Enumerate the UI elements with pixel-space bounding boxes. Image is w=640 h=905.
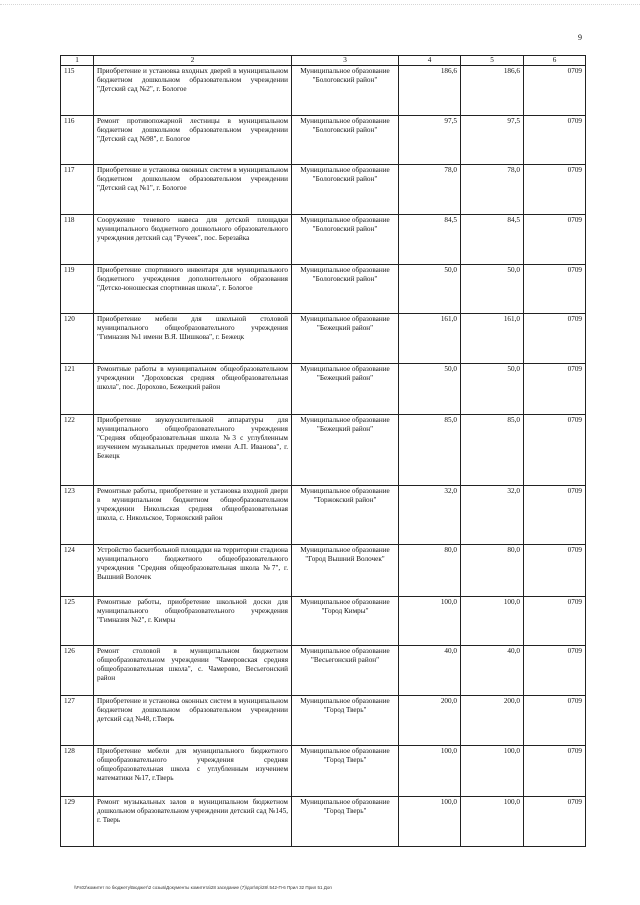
- row-amount-col5: 100,0: [461, 797, 524, 847]
- row-recipient: Муниципальное образование "Бежецкий район": [292, 415, 399, 486]
- row-description: Приобретение и установка оконных систем в муниципальном бюджетном дошкольном образовательном учреждении детский сад №48, г.Тверь: [94, 696, 292, 746]
- row-description: Приобретение звукоусилительной аппаратуры для муниципального общеобразовательного учреждения "Средняя общеобразовательная школа №3 с углубленным изучением музыкальных предметов имени А.П. Иванова", г. Бежецк: [94, 415, 292, 486]
- row-recipient: Муниципальное образование "Город Тверь": [292, 746, 399, 797]
- table-row: [61, 597, 586, 646]
- row-amount-col5: 186,6: [461, 66, 524, 116]
- row-amount-col4: 50,0: [399, 364, 461, 415]
- scan-noise-line: [0, 4, 640, 7]
- row-amount-col5: 40,0: [461, 646, 524, 696]
- row-description: Приобретение мебели для муниципального бюджетного общеобразовательного учреждения средняя общеобразовательная школа с углубленным изучением математики №17, г.Тверь: [94, 746, 292, 797]
- row-description: Ремонтные работы в муниципальном общеобразовательном учреждении "Дороховская средняя общеобразовательная школа", пос. Дорохово, Бежецкий район: [94, 364, 292, 415]
- row-budget-code: 0709: [524, 314, 586, 364]
- row-recipient: Муниципальное образование "Бологовский район": [292, 215, 399, 265]
- row-amount-col5: 161,0: [461, 314, 524, 364]
- table-row: [61, 696, 586, 746]
- row-amount-col4: 84,5: [399, 215, 461, 265]
- row-amount-col5: 80,0: [461, 545, 524, 597]
- row-budget-code: 0709: [524, 215, 586, 265]
- row-recipient: Муниципальное образование "Торжокский район": [292, 486, 399, 545]
- row-description: Устройство баскетбольной площадки на территории стадиона муниципального бюджетного общеобразовательного учреждения "Средняя общеобразовательная школа №7", г. Вышний Волочек: [94, 545, 292, 597]
- row-budget-code: 0709: [524, 797, 586, 847]
- row-number: 125: [61, 597, 94, 646]
- row-recipient: Муниципальное образование "Бологовский район": [292, 165, 399, 215]
- row-amount-col5: 200,0: [461, 696, 524, 746]
- row-recipient: Муниципальное образование "Весьегонский район": [292, 646, 399, 696]
- row-amount-col4: 97,5: [399, 116, 461, 165]
- row-amount-col4: 32,0: [399, 486, 461, 545]
- row-number: 127: [61, 696, 94, 746]
- row-budget-code: 0709: [524, 364, 586, 415]
- table-row: [61, 116, 586, 165]
- row-amount-col4: 85,0: [399, 415, 461, 486]
- row-description: Приобретение и установка оконных систем в муниципальном бюджетном дошкольном образовательном учреждении "Детский сад №1", г. Бологое: [94, 165, 292, 215]
- row-budget-code: 0709: [524, 165, 586, 215]
- row-budget-code: 0709: [524, 116, 586, 165]
- row-number: 115: [61, 66, 94, 116]
- row-number: 123: [61, 486, 94, 545]
- table-row: [61, 215, 586, 265]
- header-cell-2: 2: [94, 56, 292, 66]
- row-recipient: Муниципальное образование "Бежецкий район": [292, 314, 399, 364]
- table-row: [61, 364, 586, 415]
- row-amount-col4: 40,0: [399, 646, 461, 696]
- row-amount-col5: 32,0: [461, 486, 524, 545]
- row-amount-col4: 100,0: [399, 746, 461, 797]
- row-budget-code: 0709: [524, 486, 586, 545]
- row-amount-col5: 85,0: [461, 415, 524, 486]
- table-row: [61, 486, 586, 545]
- row-description: Ремонт противопожарной лестницы в муниципальном бюджетном дошкольном образовательном учреждении "Детский сад №98", г. Бологое: [94, 116, 292, 165]
- row-number: 121: [61, 364, 94, 415]
- row-amount-col5: 97,5: [461, 116, 524, 165]
- row-number: 126: [61, 646, 94, 696]
- row-budget-code: 0709: [524, 746, 586, 797]
- table-row: [61, 314, 586, 364]
- row-amount-col4: 50,0: [399, 265, 461, 314]
- table-row: [61, 545, 586, 597]
- row-amount-col5: 100,0: [461, 597, 524, 646]
- appropriations-table: [60, 55, 586, 847]
- header-cell-3: 3: [292, 56, 399, 66]
- table-row: [61, 797, 586, 847]
- row-number: 128: [61, 746, 94, 797]
- row-number: 124: [61, 545, 94, 597]
- row-budget-code: 0709: [524, 265, 586, 314]
- row-budget-code: 0709: [524, 597, 586, 646]
- header-cell-4: 4: [399, 56, 461, 66]
- header-cell-6: 6: [524, 56, 586, 66]
- row-recipient: Муниципальное образование "Город Вышний Волочек": [292, 545, 399, 597]
- row-amount-col5: 50,0: [461, 364, 524, 415]
- header-cell-5: 5: [461, 56, 524, 66]
- row-description: Ремонтные работы, приобретение школьной доски для муниципального общеобразовательного учреждения "Гимназия №2", г. Кимры: [94, 597, 292, 646]
- row-number: 116: [61, 116, 94, 165]
- header-row: [61, 56, 586, 66]
- row-description: Приобретение мебели для школьной столовой муниципального общеобразовательного учреждения "Гимназия №1 имени В.Я. Шишкова", г. Бежецк: [94, 314, 292, 364]
- row-amount-col4: 100,0: [399, 797, 461, 847]
- row-recipient: Муниципальное образование "Город Тверь": [292, 696, 399, 746]
- table-body: [61, 56, 586, 847]
- header-cell-1: 1: [61, 56, 94, 66]
- row-number: 129: [61, 797, 94, 847]
- row-amount-col4: 100,0: [399, 597, 461, 646]
- row-amount-col5: 84,5: [461, 215, 524, 265]
- row-recipient: Муниципальное образование "Бологовский район": [292, 116, 399, 165]
- row-amount-col4: 161,0: [399, 314, 461, 364]
- row-budget-code: 0709: [524, 545, 586, 597]
- row-description: Приобретение спортивного инвентаря для муниципального бюджетного учреждения дополнительного образования "Детско-юношеская спортивная школа", г. Бологое: [94, 265, 292, 314]
- table-row: [61, 66, 586, 116]
- row-recipient: Муниципальное образование "Город Тверь": [292, 797, 399, 847]
- table-row: [61, 746, 586, 797]
- row-number: 122: [61, 415, 94, 486]
- row-amount-col5: 78,0: [461, 165, 524, 215]
- row-budget-code: 0709: [524, 696, 586, 746]
- row-amount-col4: 200,0: [399, 696, 461, 746]
- row-amount-col4: 80,0: [399, 545, 461, 597]
- row-description: Ремонтные работы, приобретение и установка входной двери в муниципальном бюджетном общеобразовательном учреждении Никольская средняя общеобразовательная школа, с. Никольское, Торжокский район: [94, 486, 292, 545]
- row-number: 118: [61, 215, 94, 265]
- row-description: Ремонт столовой в муниципальном бюджетном общеобразовательном учреждении "Чамеровская средняя общеобразовательная школа", с. Чамерово, Весьегонский район: [94, 646, 292, 696]
- row-budget-code: 0709: [524, 66, 586, 116]
- row-amount-col5: 50,0: [461, 265, 524, 314]
- table-row: [61, 646, 586, 696]
- row-recipient: Муниципальное образование "Бологовский район": [292, 66, 399, 116]
- row-recipient: Муниципальное образование "Бежецкий район": [292, 364, 399, 415]
- table-row: [61, 165, 586, 215]
- row-recipient: Муниципальное образование "Город Кимры": [292, 597, 399, 646]
- row-number: 119: [61, 265, 94, 314]
- table-row: [61, 265, 586, 314]
- row-number: 120: [61, 314, 94, 364]
- row-amount-col4: 186,6: [399, 66, 461, 116]
- row-description: Сооружение теневого навеса для детской площадки муниципального бюджетного дошкольного образовательного учреждения детский сад "Ручеек", пос. Березайка: [94, 215, 292, 265]
- row-amount-col4: 78,0: [399, 165, 461, 215]
- row-description: Ремонт музыкальных залов в муниципальном бюджетном дошкольном образовательном учреждении детский сад №145, г. Тверь: [94, 797, 292, 847]
- table-row: [61, 415, 586, 486]
- row-number: 117: [61, 165, 94, 215]
- page-number: 9: [578, 33, 582, 42]
- row-budget-code: 0709: [524, 646, 586, 696]
- row-budget-code: 0709: [524, 415, 586, 486]
- row-amount-col5: 100,0: [461, 746, 524, 797]
- file-path-footer: \\Fs02\комитет по бюджету\Бюджет\2 созыв\Документы комитета\28 заседание (7)\доп\пр\28\ 542-П-6 Прил 32 Прил 51 Доп: [74, 885, 332, 890]
- row-description: Приобретение и установка входных дверей в муниципальном бюджетном дошкольном образовательном учреждении "Детский сад №2", г. Бологое: [94, 66, 292, 116]
- row-recipient: Муниципальное образование "Бологовский район": [292, 265, 399, 314]
